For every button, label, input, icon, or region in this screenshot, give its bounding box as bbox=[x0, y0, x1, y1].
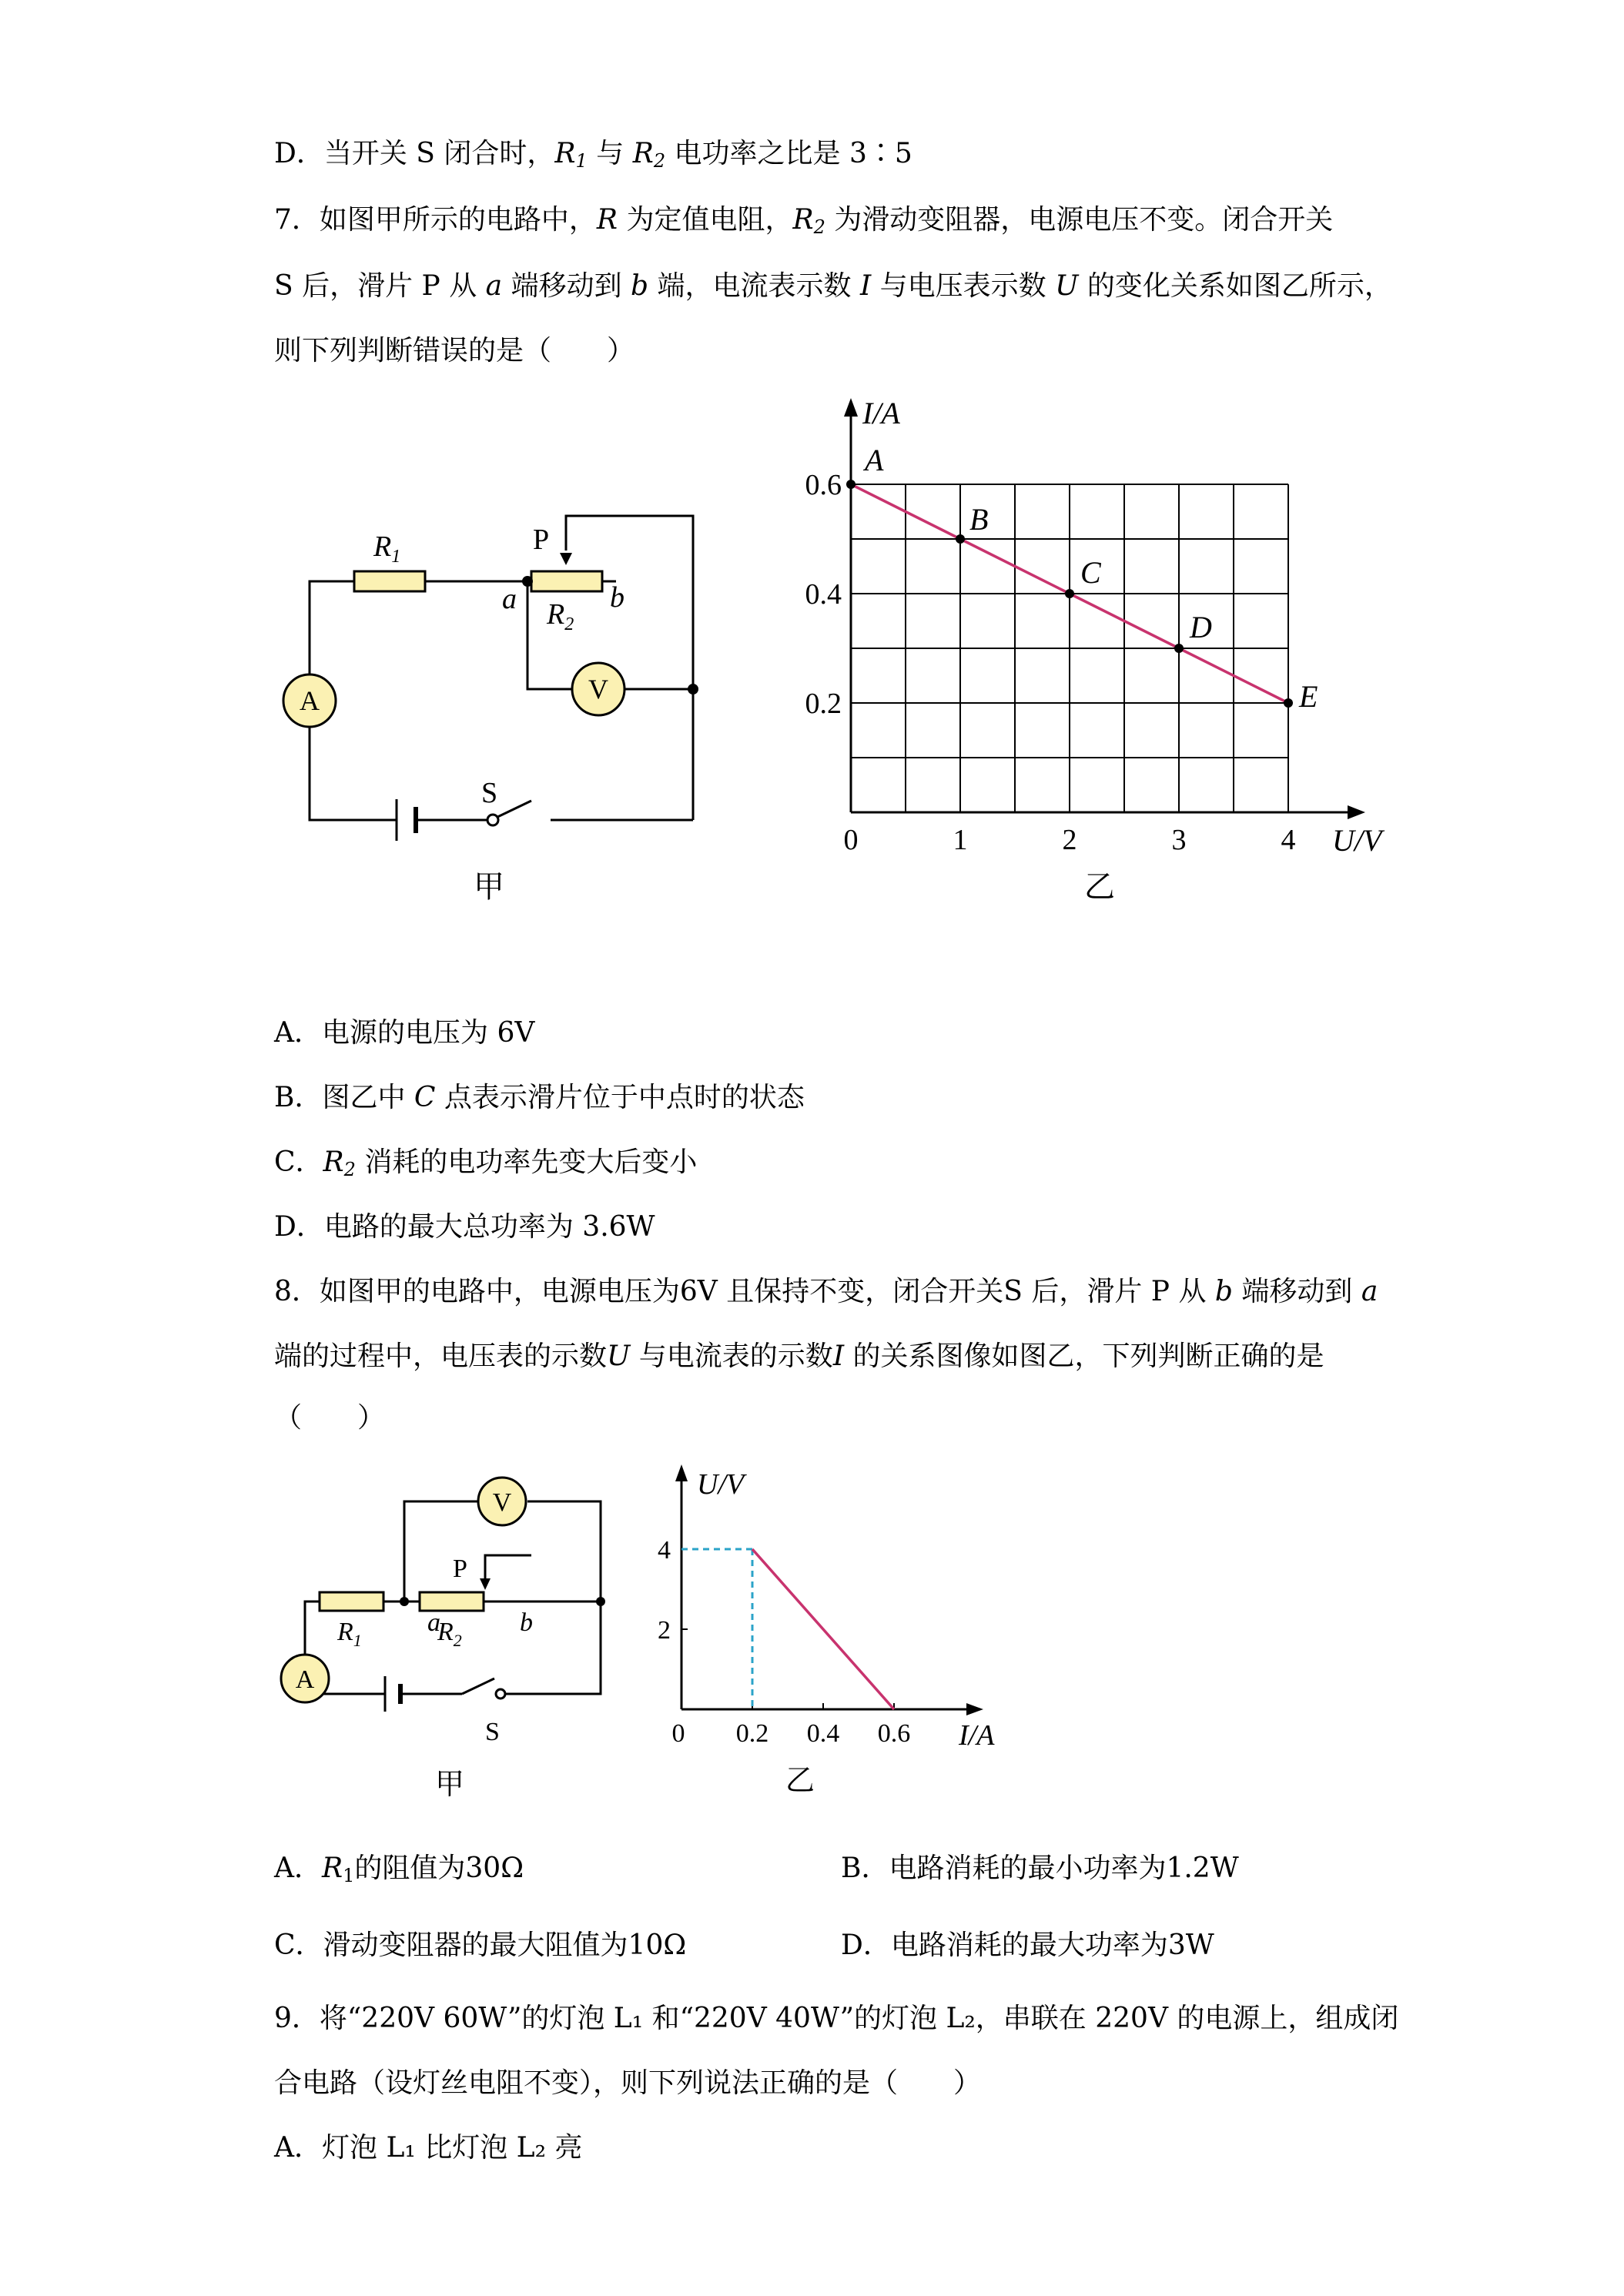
q8-option-b: B．电路消耗的最小功率为1.2W bbox=[841, 1853, 1239, 1884]
data-point-B bbox=[956, 534, 965, 544]
y-axis-label: I/A bbox=[862, 396, 900, 430]
x-axis-arrow bbox=[1348, 805, 1365, 819]
q8-slider-arrow bbox=[480, 1578, 491, 1590]
q7-fig-caption-jia: 甲 bbox=[474, 869, 504, 904]
origin-label: 0 bbox=[671, 1719, 685, 1748]
q8-chart-caption-yi: 乙 bbox=[785, 1765, 815, 1797]
q8-junction-left bbox=[400, 1597, 409, 1606]
q8-switch-pivot bbox=[496, 1689, 505, 1699]
data-point-C bbox=[1065, 589, 1074, 598]
q7-slider-arrow bbox=[560, 553, 572, 565]
q8-option-c: C．滑动变阻器的最大阻值为10Ω bbox=[274, 1930, 687, 1961]
x-axis-label: U/V bbox=[1332, 823, 1382, 858]
q7-iu-chart bbox=[785, 389, 1417, 928]
q9-line-2: 合电路（设灯丝电阻不变），则下列说法正确的是（ ） bbox=[274, 2067, 982, 2099]
q8-circuit-diagram bbox=[277, 1463, 631, 1817]
y-axis-arrow bbox=[675, 1464, 688, 1481]
q7-line-2: S 后，滑片 P 从 a 端移动到 b 端，电流表示数 I 与电压表示数 U 的变化关系如图乙所示， bbox=[274, 270, 1392, 302]
x-axis-arrow bbox=[966, 1703, 983, 1715]
y-tick-4: 4 bbox=[658, 1536, 671, 1565]
q8-option-d: D．电路消耗的最大功率为3W bbox=[841, 1930, 1214, 1961]
point-label-E: E bbox=[1299, 679, 1318, 714]
x-tick-0.4: 0.4 bbox=[806, 1719, 840, 1748]
q8-p-label: P bbox=[453, 1555, 467, 1583]
y-axis-label: U/V bbox=[697, 1468, 745, 1501]
y-tick-2: 2 bbox=[658, 1616, 671, 1645]
series-line bbox=[752, 1549, 894, 1709]
q8-junction-right bbox=[596, 1597, 605, 1606]
q7-option-c: C．$R_2$ 消耗的电功率先变大后变小 bbox=[274, 1146, 698, 1180]
x-tick-4: 4 bbox=[1281, 824, 1296, 856]
q9-line-1: 9．将“220V 60W”的灯泡 L₁ 和“220V 40W”的灯泡 L₂，串联在 220V 的电源上，组成闭 bbox=[274, 2003, 1399, 2034]
q7-r2-label: $R_2$ bbox=[547, 598, 574, 634]
q9-option-a: A．灯泡 L₁ 比灯泡 L₂ 亮 bbox=[274, 2132, 583, 2164]
q7-line-1: 7．如图甲所示的电路中，R 为定值电阻，$R_2$ 为滑动变阻器，电源电压不变。闭合开关 bbox=[274, 204, 1334, 238]
q8-fig-caption-jia: 甲 bbox=[435, 1769, 465, 1801]
q7-option-d: D．电路的最大总功率为 3.6W bbox=[274, 1211, 655, 1243]
q7-chart-caption-yi: 乙 bbox=[1084, 869, 1115, 904]
q8-ui-chart bbox=[639, 1448, 1024, 1809]
q7-option-b: B．图乙中 C 点表示滑片位于中点时的状态 bbox=[274, 1082, 805, 1113]
q7-resistor-r2 bbox=[531, 571, 602, 591]
data-point-E bbox=[1284, 698, 1293, 708]
x-tick-0.6: 0.6 bbox=[877, 1719, 911, 1748]
q7-a-label: a bbox=[502, 583, 517, 615]
q6-option-d: D．当开关 S 闭合时，$R_1$ 与 $R_2$ 电功率之比是 3∶5 bbox=[274, 138, 912, 172]
q8-line-1: 8．如图甲的电路中，电源电压为6V 且保持不变，闭合开关S 后，滑片 P 从 b 端移动到 a bbox=[274, 1276, 1378, 1307]
q7-switch-lever bbox=[494, 801, 531, 818]
q8-r1-label: $R_1$ bbox=[337, 1618, 362, 1650]
x-tick-2: 2 bbox=[1062, 824, 1077, 856]
q8-option-a: A．$R_1$的阻值为30Ω bbox=[274, 1853, 524, 1886]
q8-voltmeter-label: V bbox=[492, 1488, 512, 1517]
y-tick-0.2: 0.2 bbox=[805, 688, 842, 720]
point-label-C: C bbox=[1080, 555, 1101, 590]
point-label-D: D bbox=[1190, 610, 1212, 644]
q7-switch-label: S bbox=[481, 777, 498, 809]
data-point-A bbox=[846, 480, 856, 489]
q7-ammeter-label: A bbox=[300, 685, 320, 716]
point-label-A: A bbox=[865, 443, 884, 477]
q7-resistor-r1 bbox=[354, 571, 425, 591]
q7-r1-label: $R_1$ bbox=[373, 530, 401, 567]
x-tick-0: 0 bbox=[843, 824, 859, 856]
q7-b-label: b bbox=[610, 581, 624, 614]
q7-junction-left bbox=[522, 576, 533, 587]
point-label-B: B bbox=[969, 502, 989, 537]
q8-r2-label: $R_2$ bbox=[437, 1618, 462, 1650]
q8-switch-lever bbox=[462, 1678, 494, 1694]
q8-resistor-r1 bbox=[320, 1592, 383, 1611]
x-axis-label: I/A bbox=[959, 1719, 995, 1752]
y-axis-arrow bbox=[844, 398, 858, 417]
q8-b-label: b bbox=[520, 1608, 533, 1637]
q7-p-label: P bbox=[533, 524, 550, 556]
q7-line-3: 则下列判断错误的是（ ） bbox=[274, 335, 635, 366]
q7-junction-right bbox=[688, 684, 698, 694]
x-tick-3: 3 bbox=[1171, 824, 1187, 856]
q8-ammeter-label: A bbox=[295, 1665, 315, 1694]
q8-line-3: （ ） bbox=[274, 1402, 386, 1434]
y-tick-0.6: 0.6 bbox=[805, 469, 842, 501]
q7-switch-pivot bbox=[487, 815, 498, 825]
q8-line-2: 端的过程中，电压表的示数U 与电流表的示数I 的关系图像如图乙，下列判断正确的是 bbox=[274, 1340, 1324, 1372]
x-tick-1: 1 bbox=[953, 824, 968, 856]
y-tick-0.4: 0.4 bbox=[805, 578, 842, 611]
q8-a-label: a bbox=[427, 1608, 440, 1637]
x-tick-0.2: 0.2 bbox=[735, 1719, 769, 1748]
q7-circuit-diagram bbox=[262, 500, 724, 932]
q7-voltmeter-label: V bbox=[588, 674, 608, 705]
data-point-D bbox=[1174, 644, 1184, 653]
q7-option-a: A．电源的电压为 6V bbox=[274, 1017, 535, 1049]
q8-switch-label: S bbox=[485, 1718, 500, 1746]
